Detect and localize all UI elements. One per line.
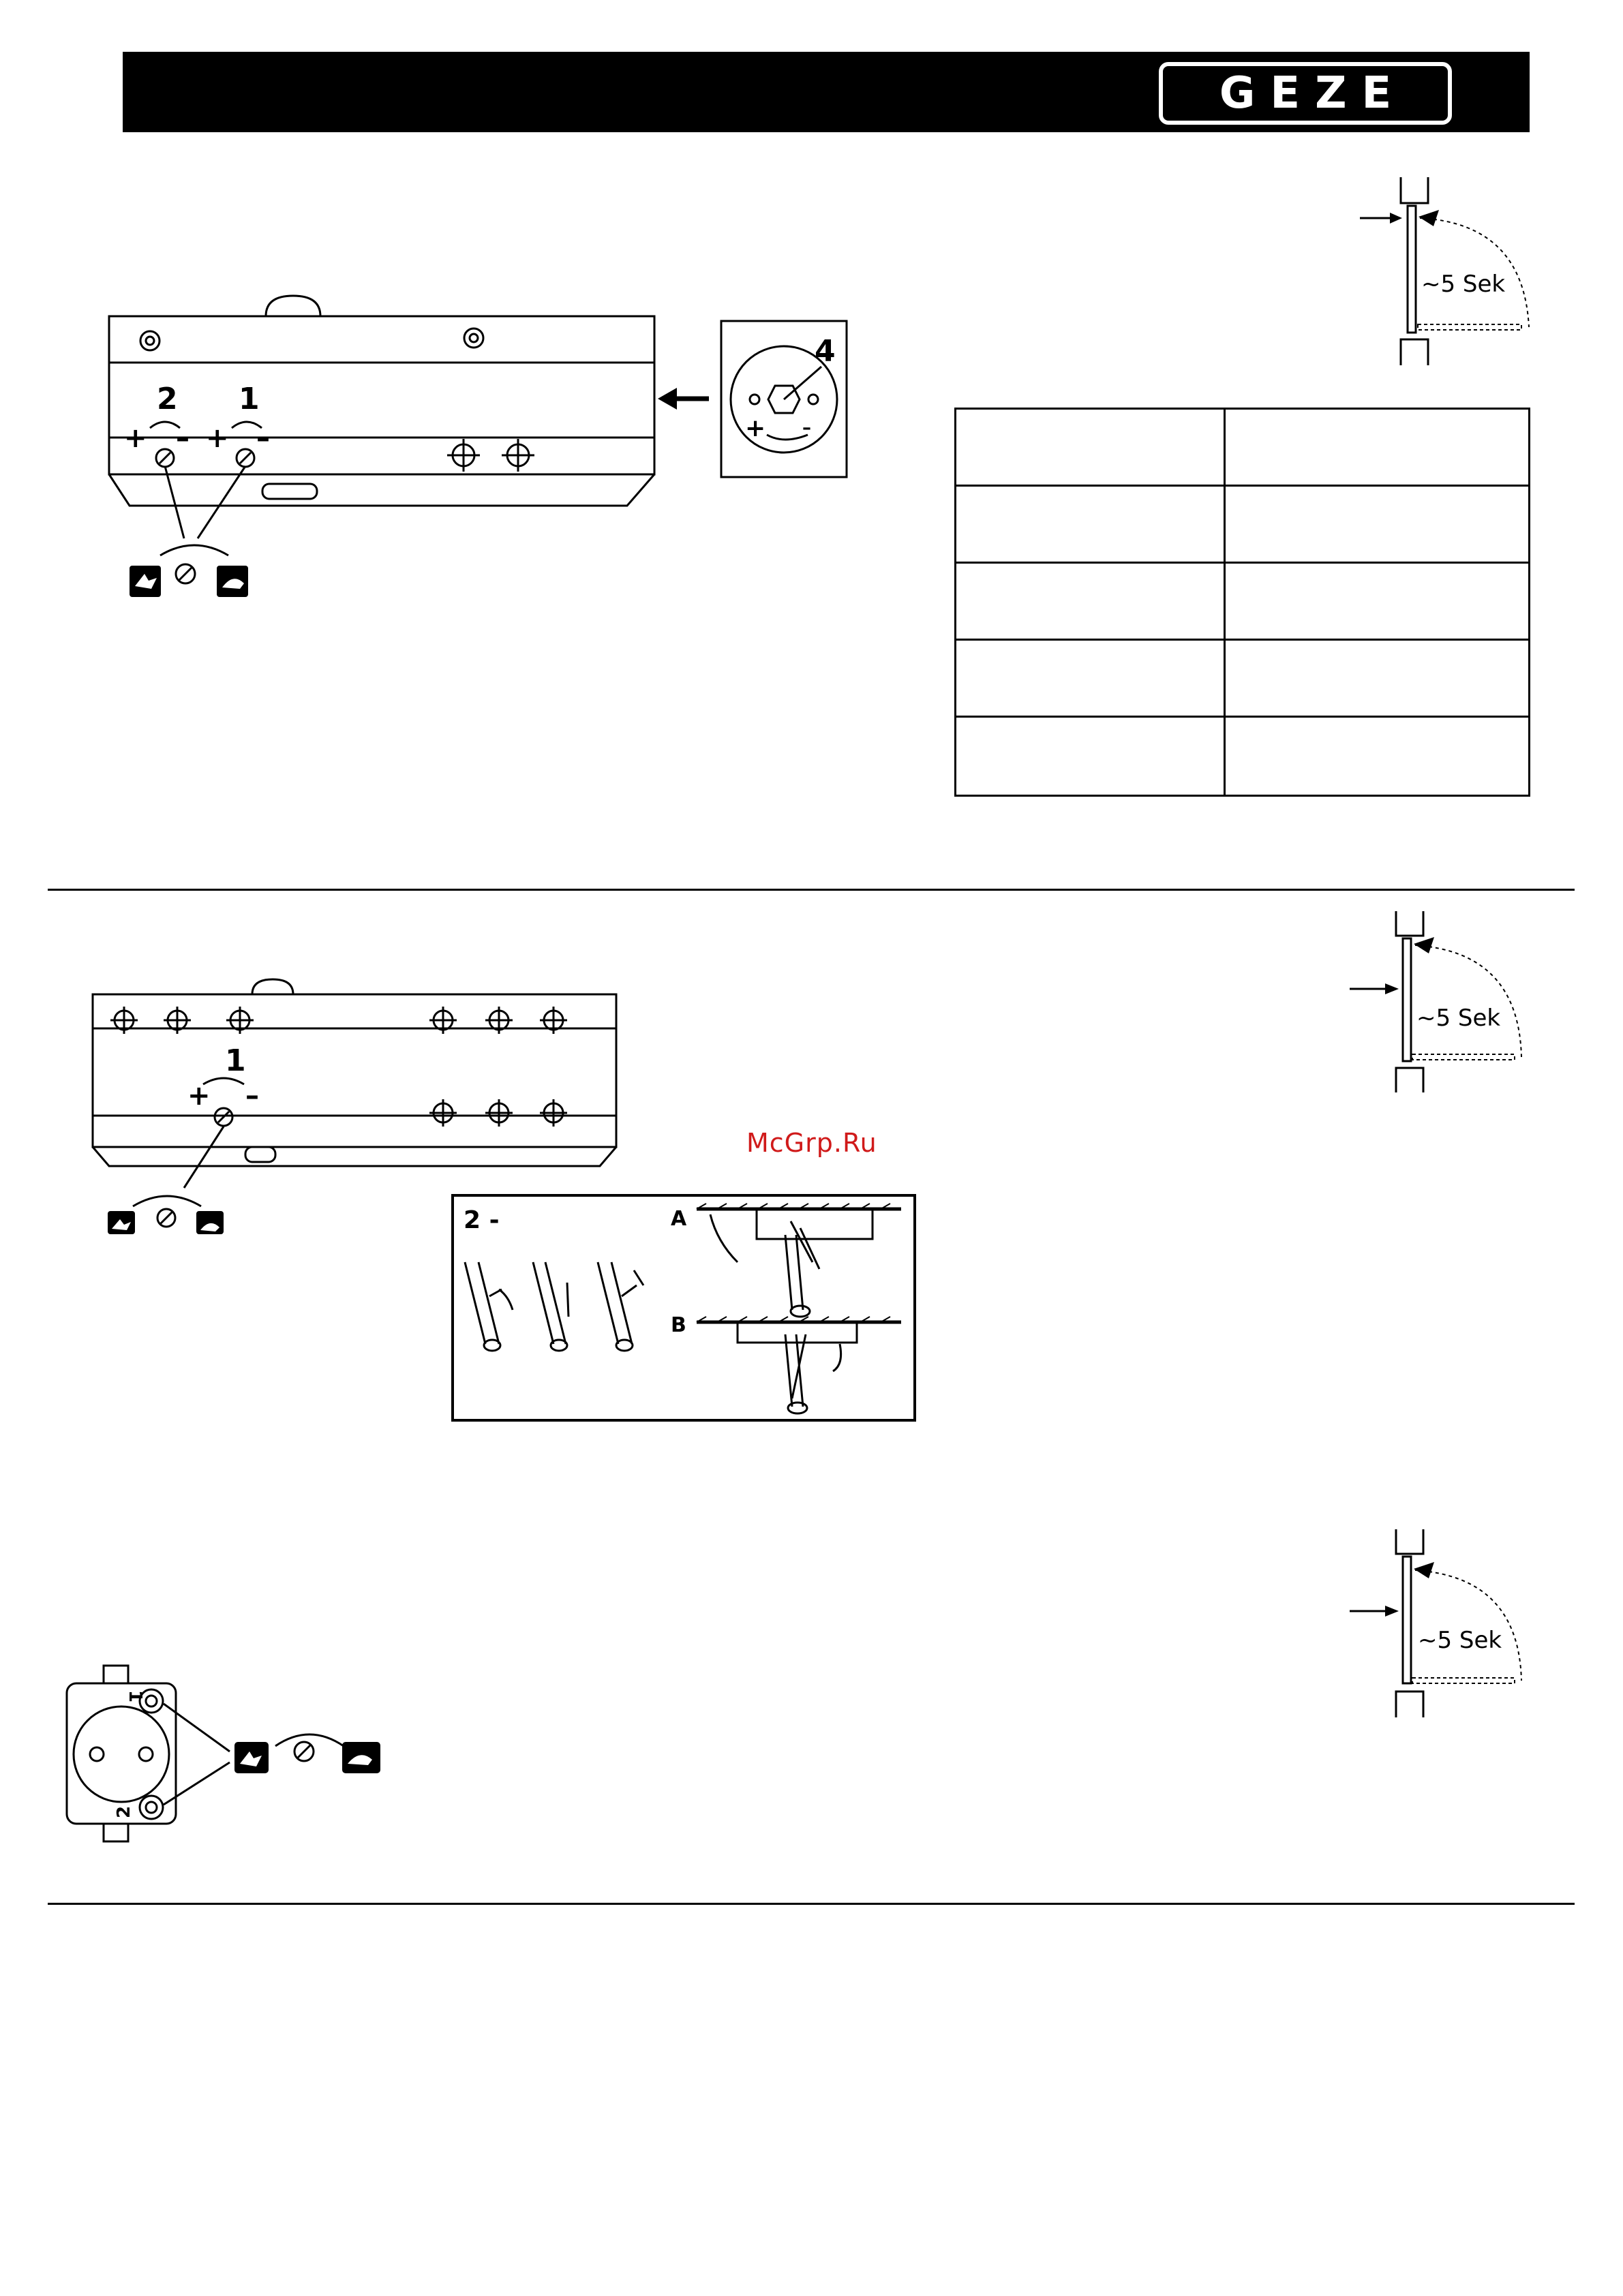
table-cell [1226,564,1528,641]
section-divider [48,889,1575,891]
valve-label-1: 1 [125,1690,145,1703]
table-cell [1226,718,1528,795]
table-cell [956,487,1226,564]
closer-label-plus: + [206,423,229,454]
table-cell [1226,641,1528,718]
closer2-label-1: 1 [225,1043,246,1078]
arm-panel-title: 2 - [464,1206,500,1234]
timing-label-1: ~5 Sek [1421,271,1506,298]
detail-label-plus: + [745,414,766,442]
detail-label-minus: – [802,418,811,438]
table-cell [956,718,1226,795]
logo-text: GEZE [1219,68,1407,119]
door-closing-diagram-3 [1336,1528,1541,1719]
valve-4-detail [719,319,849,479]
fast-icon [108,1211,135,1234]
closer-label-plus: + [124,423,147,454]
section-divider [48,1903,1575,1905]
table-cell [1226,487,1528,564]
closer-label-2: 2 [157,382,178,416]
adjust-screw-icon [176,564,195,583]
door-closing-diagram-1 [1353,176,1544,367]
geze-logo [1159,62,1452,125]
slow-icon [342,1742,380,1773]
slow-icon [196,1211,224,1234]
timing-label-3: ~5 Sek [1418,1627,1502,1654]
spec-table [954,408,1530,797]
adjust-screw-icon [294,1742,314,1761]
arm-panel-label-a: A [671,1207,687,1231]
closer-figure-1 [102,286,682,613]
detail-label-4: 4 [815,334,836,369]
table-cell [1226,410,1528,487]
arrow-left-icon [658,385,712,412]
arm-panel-label-b: B [671,1313,686,1337]
watermark: McGrp.Ru [746,1128,877,1158]
closer-label-minus: – [256,423,270,454]
arm-adjustment-panel [451,1194,916,1422]
table-cell [956,410,1226,487]
valve-block-figure [63,1663,404,1847]
door-closing-diagram-2 [1336,910,1541,1094]
closer2-label-minus: – [245,1080,259,1112]
fast-icon [234,1742,269,1773]
slow-icon [217,566,248,597]
table-cell [956,641,1226,718]
fast-icon [130,566,161,597]
timing-label-2: ~5 Sek [1416,1005,1501,1032]
table-cell [956,564,1226,641]
adjust-screw-icon [157,1209,175,1227]
closer-label-minus: – [176,423,189,454]
valve-label-2: 2 [114,1805,134,1818]
closer2-label-plus: + [187,1080,211,1112]
closer-label-1: 1 [239,382,260,416]
